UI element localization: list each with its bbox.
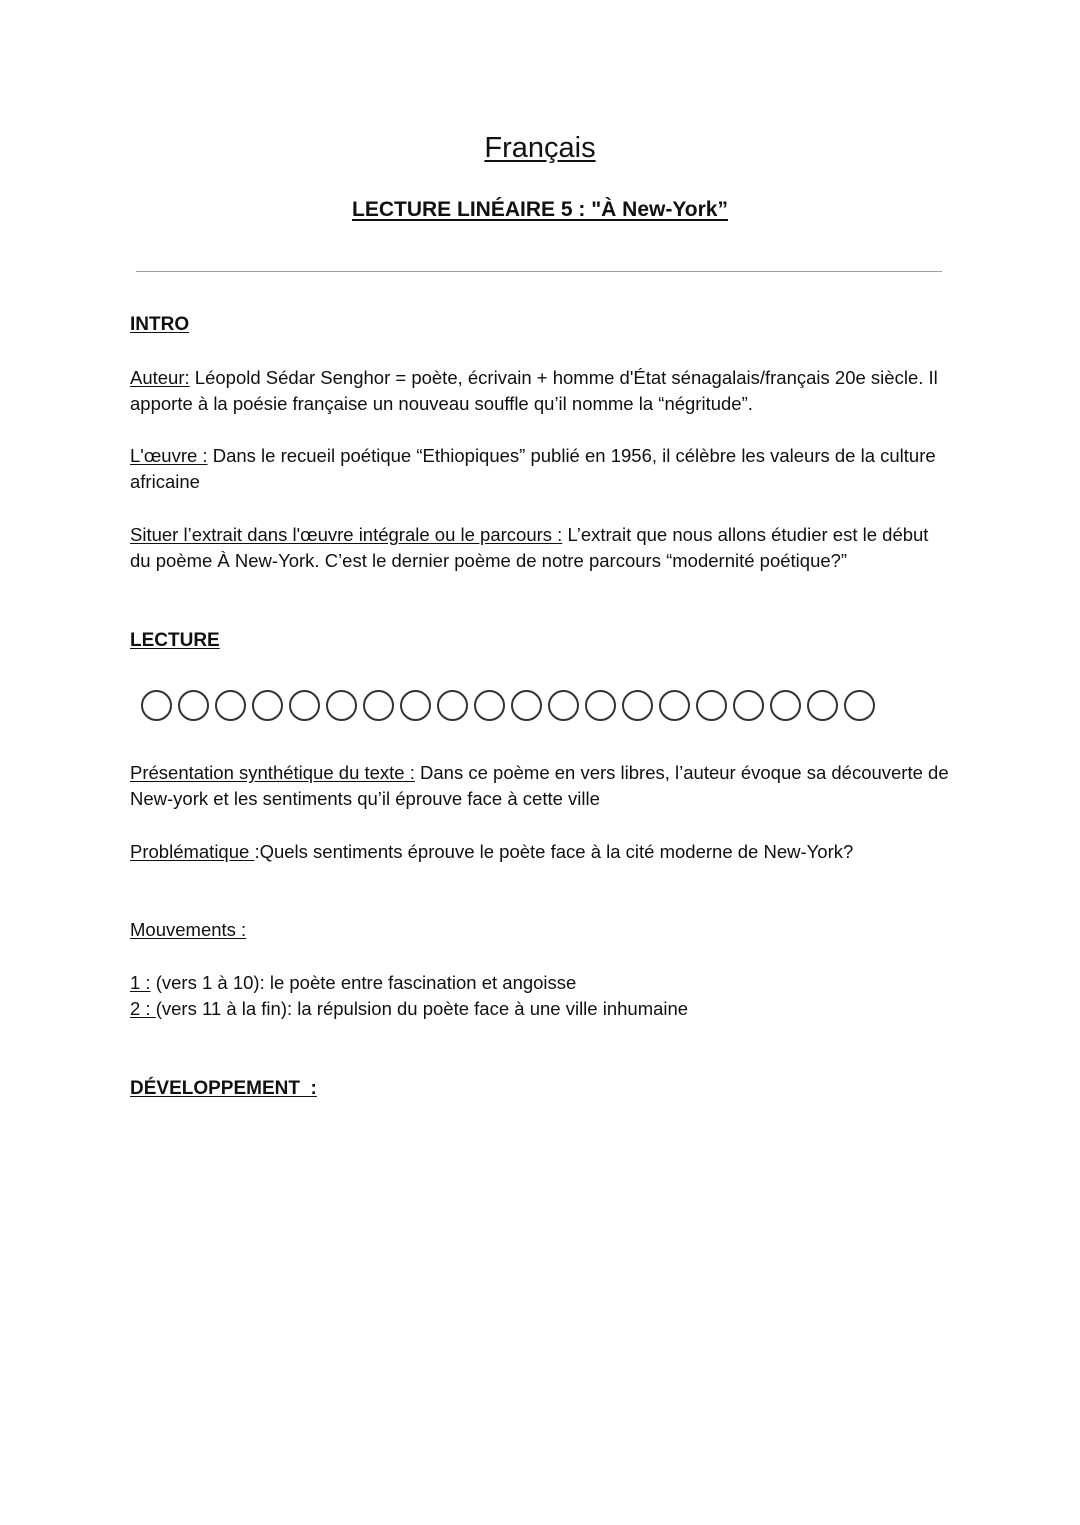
reading-circle	[178, 690, 209, 721]
situer-text: L’extrait que nous allons étudier est le début du poème À New-York. C’est le dernier poème de notre parcours “modernité poétique?”	[130, 524, 929, 571]
oeuvre-label: L'œuvre :	[130, 445, 208, 466]
reading-circles-row	[141, 690, 875, 724]
reading-circle	[770, 690, 801, 721]
document-subtitle: LECTURE LINÉAIRE 5 : "À New-York”	[352, 198, 728, 221]
reading-circle	[326, 690, 357, 721]
reading-circle	[215, 690, 246, 721]
mouvements-label: Mouvements :	[130, 919, 247, 940]
auteur-label: Auteur:	[130, 367, 190, 388]
reading-circle	[622, 690, 653, 721]
mouvement-text: (vers 1 à 10): le poète entre fascination et angoisse	[150, 972, 577, 993]
situer-paragraph	[130, 522, 950, 574]
reading-circle	[659, 690, 690, 721]
reading-circle	[511, 690, 542, 721]
presentation-label: Présentation synthétique du texte :	[130, 762, 415, 783]
reading-circle	[141, 690, 172, 721]
reading-circle	[844, 690, 875, 721]
reading-circle	[548, 690, 579, 721]
oeuvre-paragraph	[130, 443, 950, 495]
reading-circle	[733, 690, 764, 721]
reading-circle	[807, 690, 838, 721]
reading-circle	[585, 690, 616, 721]
auteur-text: Léopold Sédar Senghor = poète, écrivain + homme d'État sénagalais/français 20e siècle. Il apporte à la poésie française un nouveau souffle qu’il nomme la “négritude”.	[130, 367, 938, 414]
reading-circle	[363, 690, 394, 721]
intro-heading: INTRO	[130, 314, 190, 335]
reading-circle	[252, 690, 283, 721]
mouvement-item	[130, 970, 950, 996]
reading-circle	[474, 690, 505, 721]
reading-circle	[289, 690, 320, 721]
mouvements-paragraph	[130, 917, 950, 943]
reading-circle	[400, 690, 431, 721]
mouvement-number: 2 :	[130, 998, 156, 1019]
auteur-paragraph	[130, 365, 950, 417]
mouvement-item	[130, 996, 950, 1022]
problematique-text: :Quels sentiments éprouve le poète face à la cité moderne de New-York?	[254, 841, 854, 862]
lecture-heading: LECTURE	[130, 630, 220, 651]
problematique-paragraph	[130, 839, 950, 865]
horizontal-divider	[136, 271, 942, 272]
presentation-text: Dans ce poème en vers libres, l’auteur évoque sa découverte de New-york et les sentiments qu’il éprouve face à cette ville	[130, 762, 949, 809]
reading-circle	[696, 690, 727, 721]
problematique-label: Problématique	[130, 841, 255, 862]
mouvement-text: (vers 11 à la fin): la répulsion du poète face à une ville inhumaine	[155, 998, 689, 1019]
presentation-paragraph	[130, 760, 950, 812]
situer-label: Situer l’extrait dans l'œuvre intégrale ou le parcours :	[130, 524, 563, 545]
developpement-heading: DÉVELOPPEMENT :	[130, 1078, 317, 1099]
reading-circle	[437, 690, 468, 721]
oeuvre-text: Dans le recueil poétique “Ethiopiques” publié en 1956, il célèbre les valeurs de la culture africaine	[130, 445, 936, 492]
mouvement-number: 1 :	[130, 972, 151, 993]
document-title: Français	[484, 132, 596, 164]
